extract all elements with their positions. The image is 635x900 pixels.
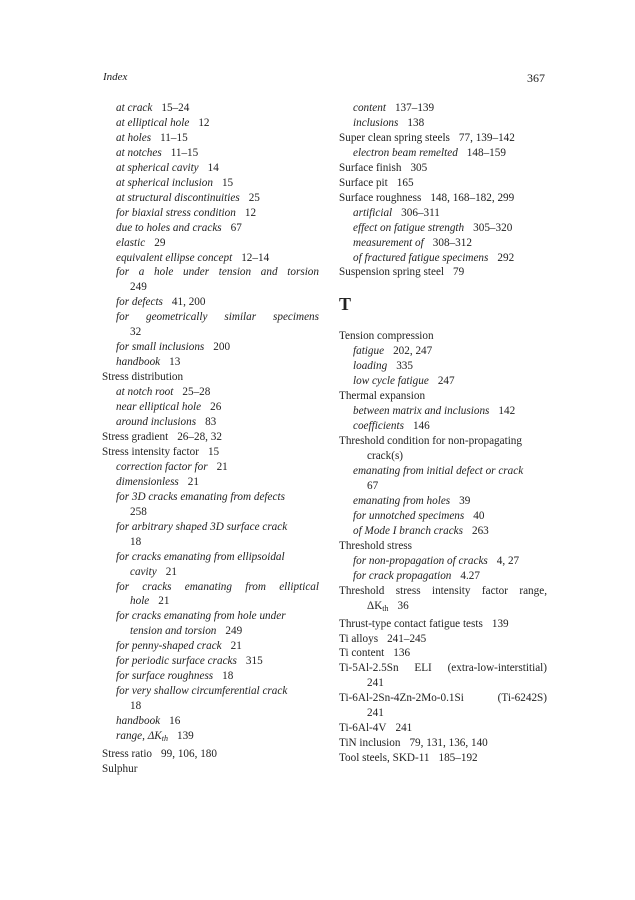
- entry-pages: 148, 168–182, 299: [430, 191, 515, 204]
- entry-term: Ti alloys: [339, 632, 379, 645]
- index-subentry: [102, 580, 319, 595]
- entry-term: at notch root: [116, 386, 174, 399]
- entry-term: Ti-6Al-2Sn-4Zn-2Mo-0.1Si (Ti-6242S): [339, 692, 547, 705]
- entry-term: Stress ratio: [102, 747, 153, 760]
- entry-term: loading: [353, 360, 388, 373]
- index-entry: [102, 445, 319, 460]
- index-subentry: [102, 131, 319, 146]
- entry-term: Tension compression: [339, 330, 434, 343]
- entry-term: Thrust-type contact fatigue tests: [339, 617, 483, 630]
- entry-pages: 202, 247: [393, 345, 433, 358]
- entry-term: for cracks emanating from elliptical: [116, 580, 319, 593]
- entry-term: near elliptical hole: [116, 401, 202, 414]
- index-entry: [339, 176, 547, 191]
- entry-term: for 3D cracks emanating from defects: [116, 490, 285, 503]
- index-entry: [339, 329, 547, 344]
- entry-term: Stress intensity factor: [102, 445, 199, 458]
- index-group-t: [339, 329, 547, 766]
- entry-term: for arbitrary shaped 3D surface crack: [116, 520, 288, 533]
- entry-term: tension and torsion: [130, 625, 217, 638]
- entry-pages: 32: [130, 326, 142, 339]
- index-entry: [339, 632, 547, 647]
- entry-term: Threshold stress intensity factor range,: [339, 584, 547, 597]
- entry-pages: 67: [230, 221, 242, 234]
- entry-pages: 12: [244, 206, 257, 219]
- index-continuation: [102, 280, 319, 295]
- entry-term: measurement of: [353, 236, 424, 249]
- index-continuation: [102, 699, 319, 714]
- entry-pages: 241: [395, 722, 413, 735]
- index-entry: [339, 434, 547, 449]
- index-subentry: [339, 146, 547, 161]
- entry-pages: 139: [491, 617, 509, 630]
- entry-pages: 146: [412, 420, 430, 433]
- index-subentry: [339, 464, 547, 479]
- entry-term: for cracks emanating from hole under: [116, 610, 286, 623]
- entry-pages: 263: [471, 524, 489, 537]
- index-entry: [339, 539, 547, 554]
- entry-term: Threshold condition for non-propagating: [339, 435, 522, 448]
- index-entry: [339, 721, 547, 736]
- entry-pages: 16: [169, 715, 181, 728]
- entry-pages: 305–320: [473, 221, 513, 234]
- entry-pages: 99, 106, 180: [161, 747, 217, 760]
- entry-term: Sulphur: [102, 762, 138, 775]
- entry-pages: 79: [453, 266, 465, 279]
- entry-pages: 21: [187, 475, 199, 488]
- index-subentry: [102, 475, 319, 490]
- entry-term: handbook: [116, 356, 161, 369]
- index-continuation: [339, 676, 547, 691]
- entry-pages: 292: [497, 251, 515, 264]
- entry-term: at notches: [116, 146, 162, 159]
- index-continuation: [339, 706, 547, 721]
- entry-pages: 249: [225, 625, 243, 638]
- entry-term: handbook: [116, 715, 161, 728]
- entry-subscript: th: [382, 603, 389, 613]
- index-continuation: [102, 624, 319, 639]
- index-entry: [339, 389, 547, 404]
- entry-term: of fractured fatigue specimens: [353, 251, 489, 264]
- entry-pages: 39: [459, 494, 471, 507]
- index-subentry: [339, 251, 547, 266]
- index-subentry: [102, 669, 319, 684]
- entry-pages: 185–192: [438, 752, 478, 765]
- entry-pages: 12–14: [241, 251, 270, 264]
- index-column-right: [339, 101, 547, 766]
- entry-term: Threshold stress: [339, 539, 413, 552]
- entry-term: for surface roughness: [116, 670, 214, 683]
- index-entry: [102, 762, 319, 777]
- index-subentry: [102, 415, 319, 430]
- entry-pages: 241–245: [387, 632, 427, 645]
- entry-term: emanating from holes: [353, 494, 451, 507]
- index-subentry: [102, 116, 319, 131]
- index-continuation: [102, 505, 319, 520]
- index-subentry: [339, 509, 547, 524]
- entry-term: due to holes and cracks: [116, 221, 222, 234]
- entry-term: fatigue: [353, 345, 385, 358]
- index-subentry: [339, 359, 547, 374]
- index-entry: [339, 736, 547, 751]
- index-entry: [339, 646, 547, 661]
- entry-pages: 305: [410, 161, 428, 174]
- index-entry: [339, 161, 547, 176]
- entry-pages: 335: [396, 360, 413, 373]
- index-subentry: [102, 639, 319, 654]
- index-continuation: [102, 535, 319, 550]
- entry-term: between matrix and inclusions: [353, 405, 490, 418]
- index-subentry: [102, 340, 319, 355]
- index-entry: [339, 584, 547, 599]
- entry-pages: 13: [169, 356, 181, 369]
- index-entry: [339, 691, 547, 706]
- entry-term: Super clean spring steels: [339, 131, 450, 144]
- entry-term: ΔK: [367, 599, 383, 612]
- entry-term: Tool steels, SKD-11: [339, 752, 430, 765]
- entry-term: for biaxial stress condition: [116, 206, 236, 219]
- index-subentry: [102, 714, 319, 729]
- entry-pages: 25: [248, 191, 260, 204]
- page-number: 367: [527, 71, 545, 85]
- entry-term: electron beam remelted: [353, 146, 458, 159]
- entry-pages: 200: [213, 341, 231, 354]
- entry-term: for crack propagation: [353, 569, 452, 582]
- entry-pages: 41, 200: [171, 296, 206, 309]
- entry-pages: 136: [393, 647, 411, 660]
- entry-pages: 11–15: [160, 131, 188, 144]
- entry-pages: 36: [397, 599, 409, 612]
- entry-pages: 79, 131, 136, 140: [409, 737, 488, 750]
- index-subentry: [339, 374, 547, 389]
- entry-term: Stress distribution: [102, 371, 184, 384]
- index-subentry: [102, 520, 319, 535]
- entry-pages: 29: [154, 236, 166, 249]
- index-subentry: [339, 116, 547, 131]
- entry-term: at spherical inclusion: [116, 176, 213, 189]
- entry-term: Ti-5Al-2.5Sn ELI (extra-low-interstitial): [339, 662, 547, 675]
- entry-term: at crack: [116, 102, 153, 114]
- entry-term: low cycle fatigue: [353, 375, 429, 388]
- index-subentry: [339, 419, 547, 434]
- entry-term: Surface pit: [339, 176, 388, 189]
- entry-term: for periodic surface cracks: [116, 655, 237, 668]
- entry-term: effect on fatigue strength: [353, 221, 465, 234]
- entry-pages: 21: [216, 460, 228, 473]
- entry-pages: 83: [205, 416, 217, 429]
- index-subentry: [339, 101, 547, 116]
- entry-pages: 142: [498, 405, 516, 418]
- entry-term: emanating from initial defect or crack: [353, 465, 524, 478]
- index-continuation: [339, 479, 547, 494]
- entry-pages: 15–24: [161, 102, 190, 114]
- entry-pages: 40: [473, 509, 485, 522]
- entry-term: for cracks emanating from ellipsoidal: [116, 550, 285, 563]
- entry-term: inclusions: [353, 116, 399, 129]
- entry-term: dimensionless: [116, 475, 179, 488]
- entry-pages: 247: [437, 375, 455, 388]
- index-entry: [102, 747, 319, 762]
- entry-pages: 25–28: [182, 386, 211, 399]
- index-subentry: [339, 344, 547, 359]
- entry-pages: 15: [207, 445, 220, 458]
- entry-pages: 241: [367, 677, 384, 690]
- index-subentry: [102, 490, 319, 505]
- index-subentry: [102, 609, 319, 624]
- index-continuation: [102, 565, 319, 580]
- entry-term: Ti-6Al-4V: [339, 722, 387, 735]
- entry-term: artificial: [353, 206, 393, 219]
- entry-pages: 21: [158, 595, 170, 608]
- entry-term: TiN inclusion: [339, 737, 401, 750]
- entry-pages: 77, 139–142: [458, 131, 515, 144]
- index-subentry: [339, 206, 547, 221]
- index-entry: [339, 131, 547, 146]
- index-subentry: [339, 494, 547, 509]
- entry-pages: 18: [130, 535, 142, 548]
- index-subentry: [102, 191, 319, 206]
- entry-pages: 21: [230, 640, 242, 653]
- index-subentry: [102, 355, 319, 370]
- index-subentry: [339, 524, 547, 539]
- index-entry: [339, 617, 547, 632]
- index-entry: [339, 265, 547, 280]
- index-group-s-continued: [339, 101, 547, 280]
- entry-term: at elliptical hole: [116, 116, 190, 129]
- entry-pages: 4.27: [460, 569, 480, 582]
- entry-term: Ti content: [339, 647, 385, 660]
- entry-term: at holes: [116, 131, 152, 144]
- entry-term: for defects: [116, 296, 163, 309]
- entry-pages: 315: [245, 655, 263, 668]
- index-subentry: [102, 400, 319, 415]
- section-letter-heading: T: [339, 294, 352, 315]
- entry-pages: 15: [221, 176, 234, 189]
- index-subentry: [339, 554, 547, 569]
- index-subentry: [339, 404, 547, 419]
- entry-term: around inclusions: [116, 416, 197, 429]
- index-subentry: [102, 460, 319, 475]
- entry-pages: 249: [130, 281, 147, 294]
- index-subentry: [339, 236, 547, 251]
- entry-term: equivalent ellipse concept: [116, 251, 233, 264]
- entry-term: at structural discontinuities: [116, 191, 240, 204]
- entry-pages: 26: [210, 401, 222, 414]
- entry-term: Thermal expansion: [339, 390, 426, 403]
- index-subentry: [102, 236, 319, 251]
- entry-pages: 12: [198, 116, 210, 129]
- index-subentry: [102, 146, 319, 161]
- index-continuation: [102, 325, 319, 340]
- index-entry: [339, 661, 547, 676]
- index-subentry: [102, 684, 319, 699]
- index-continuation: [102, 594, 319, 609]
- entry-pages: 11–15: [170, 146, 199, 159]
- entry-term: for a hole under tension and torsion: [116, 266, 319, 279]
- entry-subscript: th: [161, 734, 168, 744]
- index-subentry: [102, 385, 319, 400]
- entry-pages: 139: [176, 730, 194, 743]
- entry-pages: 18: [222, 670, 234, 683]
- entry-pages: 26–28, 32: [177, 430, 222, 443]
- entry-term: for non-propagation of cracks: [353, 554, 488, 567]
- index-entry: [102, 430, 319, 445]
- entry-term: Stress gradient: [102, 430, 169, 443]
- entry-pages: 306–311: [401, 206, 440, 219]
- entry-term: elastic: [116, 236, 146, 249]
- entry-pages: 241: [367, 707, 384, 720]
- index-subentry: [339, 221, 547, 236]
- entry-pages: 18: [130, 700, 142, 713]
- index-subentry: [102, 221, 319, 236]
- entry-pages: 138: [407, 116, 425, 129]
- index-subentry: [102, 176, 319, 191]
- index-subentry: [339, 569, 547, 584]
- index-continuation: [339, 599, 547, 617]
- entry-term: range, ΔK: [116, 730, 162, 743]
- index-subentry: [102, 206, 319, 221]
- entry-term: content: [353, 102, 386, 114]
- entry-term: at spherical cavity: [116, 161, 199, 174]
- entry-term: coefficients: [353, 420, 404, 433]
- entry-pages: 21: [165, 565, 177, 578]
- index-subentry: [102, 295, 319, 310]
- entry-pages: 165: [396, 176, 414, 189]
- entry-term: for very shallow circumferential crack: [116, 685, 288, 698]
- index-entry: [339, 191, 547, 206]
- index-entry: [102, 370, 319, 385]
- entry-term: cavity: [130, 565, 157, 578]
- index-subentry: [102, 310, 319, 325]
- entry-term: Surface finish: [339, 161, 402, 174]
- entry-term: for unnotched specimens: [353, 509, 465, 522]
- index-entry: [339, 751, 547, 766]
- index-subentry: [102, 654, 319, 669]
- entry-term: for small inclusions: [116, 341, 205, 354]
- entry-term: crack(s): [367, 450, 404, 463]
- entry-pages: 67: [367, 479, 379, 492]
- index-subentry: [102, 729, 319, 747]
- entry-term: Surface roughness: [339, 191, 422, 204]
- index-column-left: [102, 101, 319, 777]
- index-subentry: [102, 101, 319, 116]
- entry-pages: 258: [130, 505, 147, 518]
- entry-pages: 308–312: [432, 236, 472, 249]
- entry-term: for geometrically similar specimens: [116, 311, 319, 324]
- entry-pages: 4, 27: [496, 554, 520, 567]
- entry-term: correction factor for: [116, 460, 208, 473]
- entry-term: hole: [130, 595, 150, 608]
- entry-term: Suspension spring steel: [339, 266, 445, 279]
- index-subentry: [102, 265, 319, 280]
- index-subentry: [102, 251, 319, 266]
- index-subentry: [102, 550, 319, 565]
- entry-pages: 148–159: [466, 146, 506, 159]
- index-subentry: [102, 161, 319, 176]
- entry-pages: 137–139: [394, 102, 435, 114]
- entry-pages: 14: [207, 161, 219, 174]
- entry-term: for penny-shaped crack: [116, 640, 222, 653]
- index-continuation: [339, 449, 547, 464]
- entry-term: of Mode I branch cracks: [353, 524, 463, 537]
- running-head-title: Index: [103, 71, 128, 83]
